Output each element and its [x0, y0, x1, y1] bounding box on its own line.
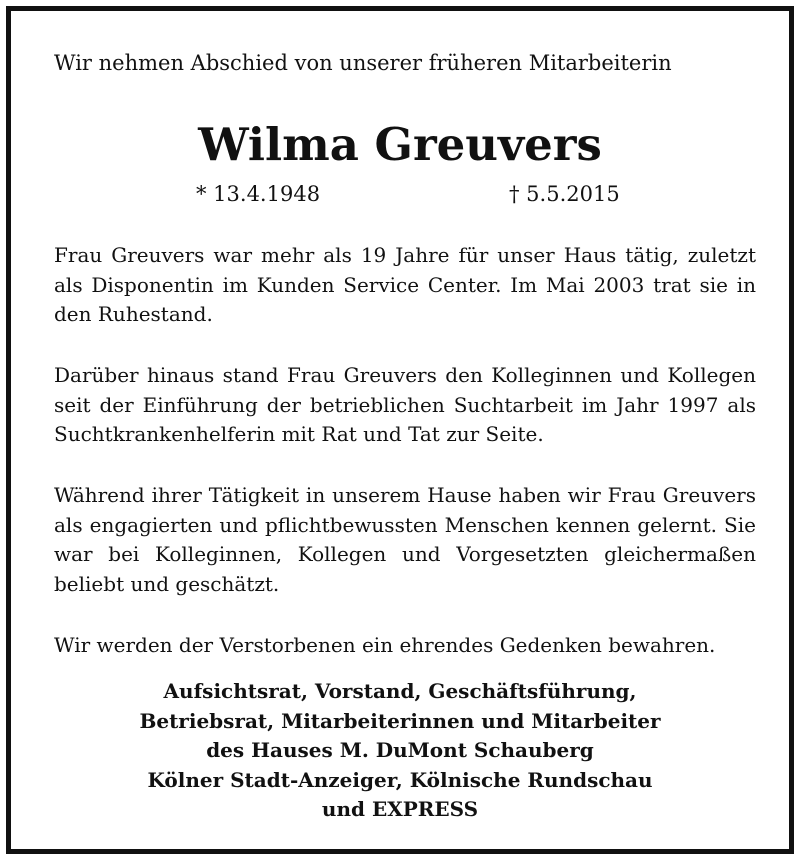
signature-line: Kölner Stadt-Anzeiger, Kölnische Rundschau	[147, 767, 653, 792]
paragraph-career: Frau Greuvers war mehr als 19 Jahre für unser Haus tätig, zuletzt als Disponentin im Kunden Service Center. Im Mai 2003 trat sie in den Ruhestand.	[54, 243, 756, 326]
signature-line: Betriebsrat, Mitarbeiterinnen und Mitarbeiter	[139, 708, 661, 733]
signature-line: Aufsichtsrat, Vorstand, Geschäftsführung,	[163, 679, 637, 703]
intro-line: Wir nehmen Abschied von unserer früheren Mitarbeiterin	[54, 51, 672, 75]
signature-block	[11, 677, 789, 825]
signature-line: des Hauses M. DuMont Schauberg	[206, 738, 594, 762]
death-date: † 5.5.2015	[509, 182, 620, 206]
obituary-notice	[6, 6, 794, 854]
birth-date: * 13.4.1948	[196, 182, 321, 206]
paragraph-remembrance: Wir werden der Verstorbenen ein ehrendes Gedenken bewahren.	[54, 633, 716, 657]
paragraph-addiction-help: Darüber hinaus stand Frau Greuvers den Kolleginnen und Kollegen seit der Einführung der betrieblichen Suchtarbeit im Jahr 1997 als Suchtkrankenhelferin mit Rat und Tat zur Seite.	[54, 363, 756, 446]
deceased-name: Wilma Greuvers	[198, 118, 602, 171]
signature-line: und EXPRESS	[321, 797, 479, 821]
paragraph-appreciation: Während ihrer Tätigkeit in unserem Hause haben wir Frau Greuvers als engagierten und pflichtbewussten Menschen kennen gelernt. Sie war bei Kolleginnen, Kollegen und Vorgesetzten gleichermaßen beliebt und geschätzt.	[54, 483, 756, 596]
